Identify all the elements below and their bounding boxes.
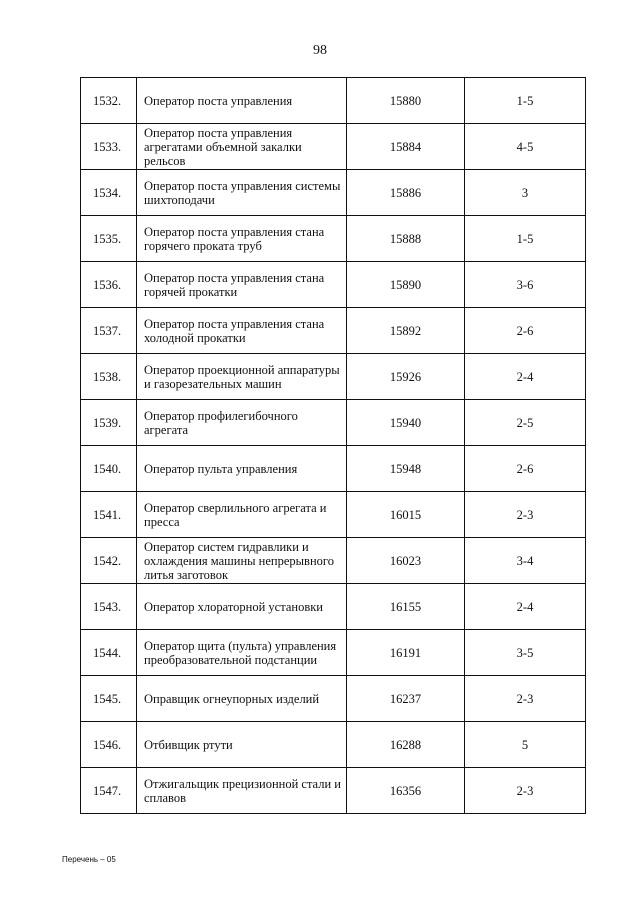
row-number: 1545. — [81, 676, 137, 722]
profession-code: 16356 — [347, 768, 465, 814]
grade-range: 2-6 — [465, 308, 586, 354]
row-number: 1538. — [81, 354, 137, 400]
table-row — [81, 584, 586, 630]
grade-range: 3-5 — [465, 630, 586, 676]
grade-range: 2-3 — [465, 492, 586, 538]
profession-code: 15888 — [347, 216, 465, 262]
grade-range: 2-4 — [465, 354, 586, 400]
profession-code: 16191 — [347, 630, 465, 676]
row-number: 1535. — [81, 216, 137, 262]
profession-code: 15948 — [347, 446, 465, 492]
profession-code: 15880 — [347, 78, 465, 124]
table-row — [81, 446, 586, 492]
profession-name: Оператор поста управления стана горячего проката труб — [137, 216, 347, 262]
table-row — [81, 124, 586, 170]
profession-code: 16023 — [347, 538, 465, 584]
grade-range: 2-6 — [465, 446, 586, 492]
profession-table — [80, 77, 586, 814]
page-number: 98 — [313, 43, 327, 58]
row-number: 1539. — [81, 400, 137, 446]
table-row — [81, 630, 586, 676]
table-row — [81, 722, 586, 768]
profession-code: 16288 — [347, 722, 465, 768]
grade-range: 1-5 — [465, 216, 586, 262]
table-row — [81, 676, 586, 722]
row-number: 1544. — [81, 630, 137, 676]
table-row — [81, 354, 586, 400]
grade-range: 2-5 — [465, 400, 586, 446]
profession-name: Оператор поста управления — [137, 78, 347, 124]
grade-range: 3 — [465, 170, 586, 216]
table-row — [81, 400, 586, 446]
profession-code: 15890 — [347, 262, 465, 308]
grade-range: 5 — [465, 722, 586, 768]
profession-name: Оператор поста управления агрегатами объемной закалки рельсов — [137, 124, 347, 170]
profession-name: Отжигальщик прецизионной стали и сплавов — [137, 768, 347, 814]
profession-code: 16155 — [347, 584, 465, 630]
grade-range: 2-4 — [465, 584, 586, 630]
grade-range: 3-6 — [465, 262, 586, 308]
profession-name: Оператор сверлильного агрегата и пресса — [137, 492, 347, 538]
row-number: 1537. — [81, 308, 137, 354]
profession-name: Оператор проекционной аппаратуры и газорезательных машин — [137, 354, 347, 400]
row-number: 1533. — [81, 124, 137, 170]
table-row — [81, 262, 586, 308]
table-row — [81, 768, 586, 814]
profession-code: 15926 — [347, 354, 465, 400]
row-number: 1543. — [81, 584, 137, 630]
table-row — [81, 308, 586, 354]
profession-code: 16015 — [347, 492, 465, 538]
profession-name: Оператор пульта управления — [137, 446, 347, 492]
table-row — [81, 170, 586, 216]
grade-range: 1-5 — [465, 78, 586, 124]
row-number: 1541. — [81, 492, 137, 538]
profession-name: Оператор поста управления системы шихтоподачи — [137, 170, 347, 216]
row-number: 1546. — [81, 722, 137, 768]
row-number: 1547. — [81, 768, 137, 814]
table-row — [81, 492, 586, 538]
table-row — [81, 216, 586, 262]
row-number: 1536. — [81, 262, 137, 308]
profession-name: Оператор хлораторной установки — [137, 584, 347, 630]
table-row — [81, 538, 586, 584]
row-number: 1532. — [81, 78, 137, 124]
profession-name: Отбивщик ртути — [137, 722, 347, 768]
row-number: 1542. — [81, 538, 137, 584]
profession-name: Оператор систем гидравлики и охлаждения машины непрерывного литья заготовок — [137, 538, 347, 584]
profession-name: Оператор профилегибочного агрегата — [137, 400, 347, 446]
profession-code: 15886 — [347, 170, 465, 216]
grade-range: 4-5 — [465, 124, 586, 170]
grade-range: 2-3 — [465, 676, 586, 722]
profession-code: 15884 — [347, 124, 465, 170]
profession-name: Оператор поста управления стана горячей прокатки — [137, 262, 347, 308]
profession-code: 16237 — [347, 676, 465, 722]
row-number: 1540. — [81, 446, 137, 492]
grade-range: 3-4 — [465, 538, 586, 584]
table-row — [81, 78, 586, 124]
profession-name: Оправщик огнеупорных изделий — [137, 676, 347, 722]
document-footer: Перечень – 05 — [62, 855, 116, 864]
profession-name: Оператор щита (пульта) управления преобразовательной подстанции — [137, 630, 347, 676]
grade-range: 2-3 — [465, 768, 586, 814]
profession-code: 15940 — [347, 400, 465, 446]
profession-code: 15892 — [347, 308, 465, 354]
profession-name: Оператор поста управления стана холодной прокатки — [137, 308, 347, 354]
row-number: 1534. — [81, 170, 137, 216]
